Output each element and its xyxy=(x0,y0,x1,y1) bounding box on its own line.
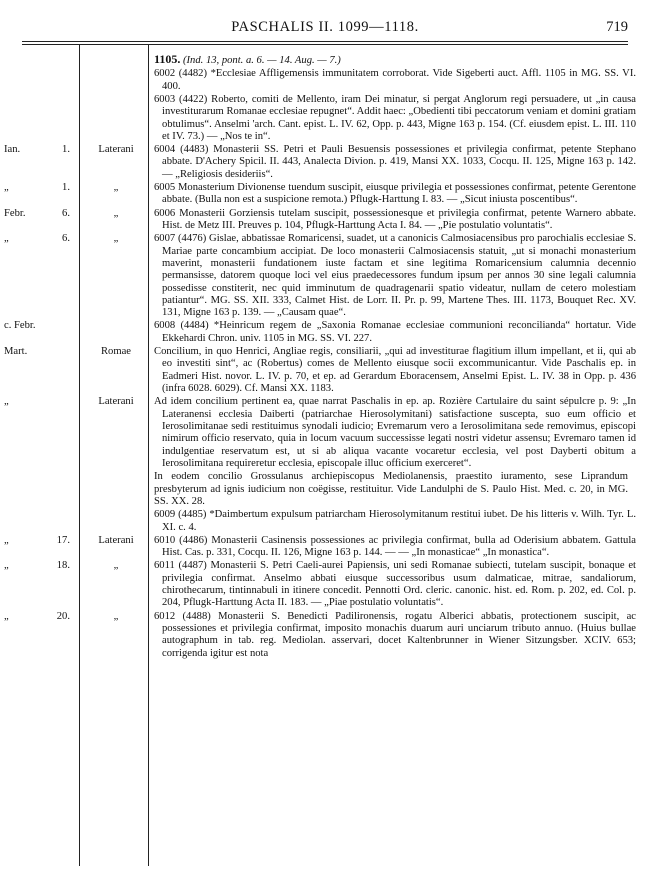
register-entry xyxy=(0,509,650,534)
entry-month: „ xyxy=(4,233,9,245)
register-entry xyxy=(0,471,650,508)
entry-text: 6007 (4476) Gislae, abbatissae Romaricensi, suadet, ut a canonicis Calmosiacensibus pro parochialis ecclesiae S. Mariae parte concambium accipiat. De loco monasterii Calmosiacensis statuit, „ut si monachi monasterium maverint, monasterii fundationem iuste factam et sine legitima Romaricensium calumnia decennio permansisse, datorem quoque loci vel eius praedecessores fundum ipsum per annos 30 sine legali calumnia possedisse constiterit, nec quid imminutum de quadragenarii spatio videatur, nullam de cetero molestiam patiantur“. MG. SS. XII. 333, Calmet Hist. de Lorr. II. Pr. p. 99, Martene Thes. III. 1173, Bouquet Rec. XV. 131, Migne 163 p. 139. — „Causam quae“. xyxy=(154,233,636,319)
entry-text: Concilium, in quo Henrici, Angliae regis, consiliarii, „qui ad investiturae flagitium illum impellant, et ii, qui ab eo investiti sint“, ac (Robertus) comes de Mellento eiusque socii excommunicantur. Vide Paschalis ep. in Eadmeri Hist. novor. L. IV. p. 70, et ep. ad Gerardum Eboracensem, Anselmi Epist. L. IV. 38 in Opp. p. 436 (infra 6028. 6029). Cf. Mansi XX. 1183. xyxy=(154,346,636,395)
entry-text: Ad idem concilium pertinent ea, quae narrat Paschalis in ep. ap. Rozière Cartulaire du saint sépulcre p. 9: „In Lateranensi ecclesia Daiberti (patriarchae Hierosolymitani) satisfactione suscepta, suo eum officio et Ierosolimitanae sedi restituimus synodali iudicio; Evremarum vero a Ierosolimitana sede removimus, episcopi nimirum officio reservato, quia in locum vacuum successisse legati nostri videtur assensu; Evremaro tamen id indulgentiae reservatum est, ut si ab aliqua vacante vocaretur ecclesia, vel post Dayberti obitum a Ierosolimitana requireretur ecclesia, episcopale illuc officium exerceret“. xyxy=(154,396,636,470)
register-entry xyxy=(0,560,650,609)
entry-day: 18. xyxy=(56,560,70,572)
entry-place: „ xyxy=(113,207,119,219)
entry-text: 6005 Monasterium Divionense tuendum suscipit, eiusque privilegia et possessiones confirmat, petente Gerentone abbate. (Bulla non est a suspicione remota.) Pflugk-Harttung I. 83. — „Sicut iniusta poscentibus“. xyxy=(154,182,636,206)
register-entry xyxy=(0,233,650,319)
register-entry xyxy=(0,320,650,345)
entry-month: Febr. xyxy=(4,207,26,219)
page-number: 719 xyxy=(606,19,628,35)
register-body xyxy=(0,53,650,661)
entry-text: 6008 (4484) *Heinricum regem de „Saxonia Romanae ecclesiae communioni reconcilianda“ hortatur. Vide Ekkehardi Chron. univ. 1105 in MG. SS. VI. 227. xyxy=(154,320,636,344)
register-entry xyxy=(0,396,650,470)
entry-text: 6012 (4488) Monasterii S. Benedicti Padilironensis, rogatu Alberici abbatis, protectionem suscipit, ac possessiones et privilegia confirmat, imposito monachis duarum auri unciarum tributo annuo. (Huius bullae autographum in tab. reg. Mediolan. asservari, docet Kaltenbrunner in Wiener Sitzungsber. XCIV. 653; corrigenda igitur est nota xyxy=(154,610,636,659)
register-entry xyxy=(0,144,650,181)
register-entry xyxy=(0,346,650,395)
indiction-note: (Ind. 13, pont. a. 6. — 14. Aug. — 7.) xyxy=(183,55,341,66)
header-rule-bottom xyxy=(22,44,628,45)
entry-month: „ xyxy=(4,182,9,193)
year-heading xyxy=(154,53,628,67)
register-entry xyxy=(0,182,650,207)
entry-day: 17. xyxy=(56,534,70,546)
register-entry xyxy=(0,611,650,660)
entry-month: Ian. xyxy=(4,144,21,156)
entry-place: „ xyxy=(113,182,119,193)
entry-text: 6009 (4485) *Daimbertum expulsum patriarcham Hierosolymitanum restitui iubet. De his litteris v. Wilh. Tyr. L. XI. c. 4. xyxy=(154,509,636,533)
entry-day: 1. xyxy=(62,182,70,193)
entry-month: „ xyxy=(4,560,9,572)
entry-place: „ xyxy=(113,560,119,572)
entry-month: Mart. xyxy=(4,346,28,358)
page-header xyxy=(22,19,628,37)
entry-text: 6004 (4483) Monasterii SS. Petri et Pauli Besuensis possessiones et privilegia confirmat, petente Stephano abbate. D'Achery Spicil. II. 443, Analecta Divion. p. 419, Mansi XX. 1033, Cocqu. II. 125, Migne 163 p. 142. — „Religiosis desideriis“. xyxy=(154,144,636,180)
entry-text: 6002 (4482) *Ecclesiae Affligemensis immunitatem corroborat. Vide Sigeberti auct. Affl. 1105 in MG. SS. VI. 400. xyxy=(154,68,636,92)
entry-text: 6010 (4486) Monasterii Casinensis possessiones ac privilegia confirmat, bulla ad Oderisium abbatem. Gattula Hist. Cas. p. 331, Cocqu. II. 126, Migne 163 p. 144. — — „In monasticae“ „In monastica“. xyxy=(154,534,636,559)
entry-place: „ xyxy=(113,233,119,245)
entry-month: „ xyxy=(4,534,9,546)
entry-place: Laterani xyxy=(98,396,134,408)
entry-text: 6003 (4422) Roberto, comiti de Mellento, iram Dei minatur, si pergat Anglorum regi persuadere, ut „in causa investiturarum Romanae ecclesiae repugnet“. Addit haec: „Obedienti tibi peccatorum veniam et domini gratiam obtulimus“. Anselmi 'arch. Cant. epist. L. IV. 62, Opp. p. 443, Migne 163 p. 154. (Cf. eiusdem epist. L. III. 110 et IV. 73.) — „Nos te in“. xyxy=(154,93,636,142)
entry-text: In eodem concilio Grossulanus archiepiscopus Mediolanensis, praestito iuramento, sese Liprandum presbyterum ad ignis iudicium non coëgisse, restituitur. Vide Landulphi de S. Paulo Hist. Med. c. 20, in MG. SS. XX. 28. xyxy=(154,471,628,507)
entry-month: „ xyxy=(4,396,9,408)
register-entry xyxy=(0,208,650,233)
year-number: 1105. xyxy=(154,52,181,66)
entry-place: „ xyxy=(113,610,119,622)
running-title: PASCHALIS II. 1099—1118. xyxy=(231,19,419,35)
register-entry xyxy=(0,535,650,560)
entry-day: 20. xyxy=(56,610,70,622)
entry-place: Laterani xyxy=(98,534,134,546)
entry-place: Laterani xyxy=(98,144,134,156)
year-heading-row xyxy=(0,53,650,67)
entry-place: Romae xyxy=(100,346,131,358)
entry-month: c. Febr. xyxy=(4,320,36,332)
entry-day: 6. xyxy=(62,207,70,219)
header-rule-top xyxy=(22,41,628,42)
entry-text: 6006 Monasterii Gorziensis tutelam suscipit, possessionesque et privilegia confirmat, petente Warnero abbate. Hist. de Metz III. Preuves p. 104, Pflugk-Harttung Acta I. 84. — „Pie postulatio voluntatis“. xyxy=(154,207,636,231)
entry-day: 1. xyxy=(62,144,70,156)
entry-text: 6011 (4487) Monasterii S. Petri Caeli-aurei Papiensis, uni sedi Romanae subiecti, tutelam suscipit, bonaque et privilegia confirmat. Anselmo abbati eiusque successoribus usum dalmaticae, mitrae, sandaliorum, chirothecarum, tintinnabuli in itinere concedit. Pennotti Ord. cleric. canonic. hist. ed. Rom. p. 202, ed. Col. p. 204, Pflugk-Harttung Acta II. 183. — „Piae postulatio voluntatis“. xyxy=(154,560,636,609)
entry-month: „ xyxy=(4,610,9,622)
register-entry xyxy=(0,68,650,93)
register-entry xyxy=(0,94,650,143)
entry-day: 6. xyxy=(62,233,70,245)
